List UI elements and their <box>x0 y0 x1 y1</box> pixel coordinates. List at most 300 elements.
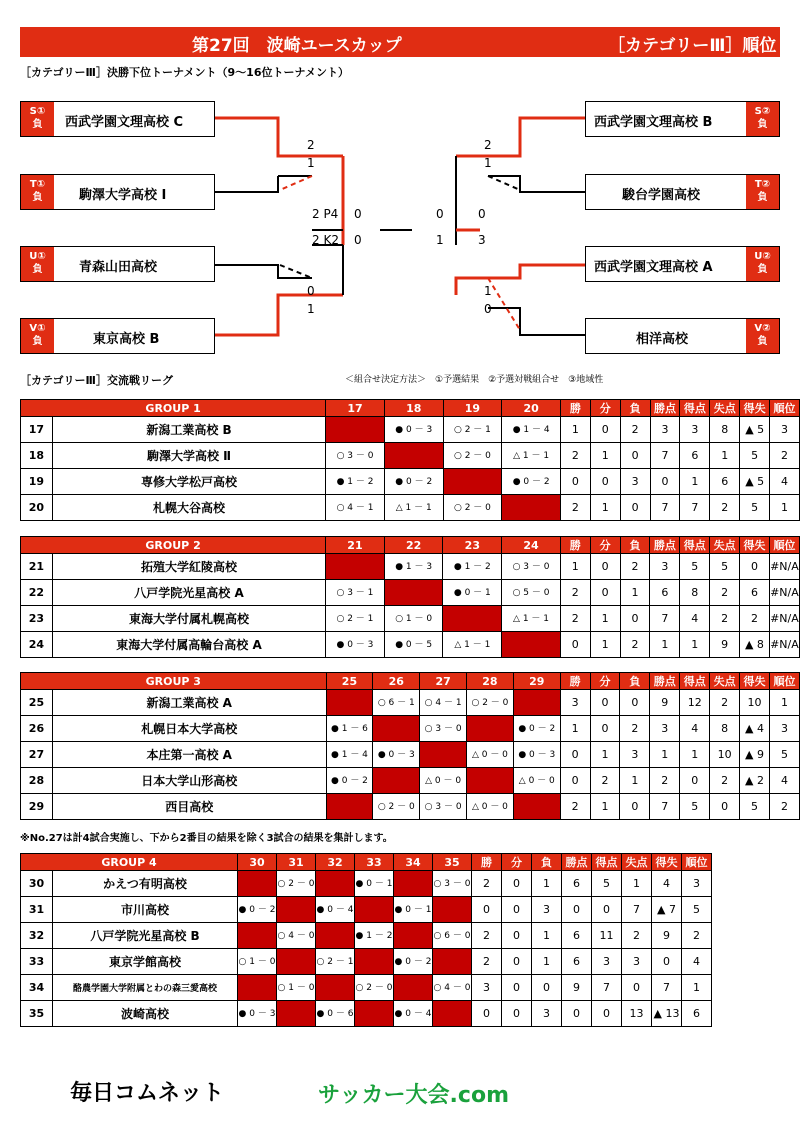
stat-cell: 7 <box>652 975 682 1001</box>
stat-cell: 7 <box>622 897 652 923</box>
match-cell: ● 0 － 3 <box>238 1001 277 1027</box>
team-no: 35 <box>21 1001 53 1027</box>
stat-cell: 0 <box>562 1001 592 1027</box>
stat-cell: 2 <box>472 871 502 897</box>
table-row <box>21 495 800 521</box>
match-cell: ○ 4 － 0 <box>433 975 472 1001</box>
team-name: かえつ有明高校 <box>53 871 238 897</box>
bracket-score: 0 <box>354 207 362 221</box>
stat-header: 順位 <box>770 400 800 417</box>
stat-header: 失点 <box>710 673 740 690</box>
match-cell: ● 0 － 4 <box>394 1001 433 1027</box>
match-cell: ● 1 － 4 <box>502 417 561 443</box>
bracket-team-u2: 西武学園文理高校 A U② 負 <box>585 246 780 282</box>
stat-cell: 7 <box>680 495 710 521</box>
stat-cell: 0 <box>620 690 650 716</box>
team-no: 24 <box>21 632 53 658</box>
team-no: 27 <box>21 742 53 768</box>
match-cell <box>238 871 277 897</box>
bracket-score: 0 <box>436 207 444 221</box>
team-no: 34 <box>21 975 53 1001</box>
stat-cell: 1 <box>560 417 590 443</box>
table-row <box>21 1001 712 1027</box>
bracket-score: 1 <box>484 156 492 170</box>
table-row <box>21 871 712 897</box>
match-cell: ○ 1 － 0 <box>384 606 443 632</box>
stat-header: 失点 <box>622 854 652 871</box>
match-cell: △ 1 － 1 <box>443 632 502 658</box>
stat-cell: ▲ 9 <box>740 742 770 768</box>
match-cell: △ 1 － 1 <box>384 495 443 521</box>
stat-cell: 9 <box>650 690 680 716</box>
stat-cell: 0 <box>622 975 652 1001</box>
team-name: 西目高校 <box>52 794 326 820</box>
table-row <box>21 554 800 580</box>
stat-cell: 0 <box>472 897 502 923</box>
match-cell: ● 0 － 1 <box>443 580 502 606</box>
team-name: 八戸学院光星高校 A <box>52 580 325 606</box>
stat-cell: 0 <box>560 632 590 658</box>
match-cell <box>316 871 355 897</box>
match-cell <box>394 871 433 897</box>
table-row <box>21 443 800 469</box>
group-col-header: 21 <box>326 537 385 554</box>
stat-header: 勝 <box>560 673 590 690</box>
team-name: 東海大学付属札幌高校 <box>52 606 325 632</box>
stat-header: 勝 <box>472 854 502 871</box>
stat-cell: 0 <box>502 923 532 949</box>
bracket-score: 1 <box>307 302 315 316</box>
stat-cell: 7 <box>650 495 680 521</box>
match-cell: ○ 2 － 0 <box>355 975 394 1001</box>
stat-cell: 5 <box>740 443 770 469</box>
stat-cell: 2 <box>650 768 680 794</box>
match-cell: ○ 3 － 0 <box>433 871 472 897</box>
match-cell <box>467 768 514 794</box>
stat-header: 得失 <box>740 537 770 554</box>
stat-cell: 1 <box>680 632 710 658</box>
table-row <box>21 923 712 949</box>
group-col-header: 24 <box>502 537 561 554</box>
team-name: 新潟工業高校 B <box>52 417 325 443</box>
stat-cell: 10 <box>740 690 770 716</box>
stat-cell: 1 <box>560 716 590 742</box>
stat-cell: 0 <box>590 690 620 716</box>
stat-cell: 6 <box>562 949 592 975</box>
team-name: 札幌大谷高校 <box>52 495 325 521</box>
stat-cell: 2 <box>620 417 650 443</box>
stat-cell: 1 <box>769 690 799 716</box>
stat-header: 得点 <box>680 673 710 690</box>
group-col-header: 31 <box>277 854 316 871</box>
match-cell: ● 1 － 2 <box>443 554 502 580</box>
table-row <box>21 417 800 443</box>
match-cell: ○ 6 － 1 <box>373 690 420 716</box>
bracket-score: 1 <box>436 233 444 247</box>
stat-cell: 6 <box>740 580 770 606</box>
stat-cell: 7 <box>650 794 680 820</box>
stat-cell: 8 <box>710 417 740 443</box>
stat-cell: 5 <box>682 897 712 923</box>
table-row <box>21 742 800 768</box>
stat-cell: 3 <box>532 1001 562 1027</box>
group-col-header: 29 <box>513 673 560 690</box>
stat-cell: 7 <box>592 975 622 1001</box>
match-cell <box>502 632 561 658</box>
match-cell: ● 1 － 6 <box>326 716 373 742</box>
stat-cell: 4 <box>682 949 712 975</box>
stat-cell: 3 <box>620 469 650 495</box>
stat-cell: 3 <box>532 897 562 923</box>
page-title: 第27回 波崎ユースカップ <box>192 36 402 56</box>
team-no: 28 <box>21 768 53 794</box>
match-cell: ○ 2 － 0 <box>373 794 420 820</box>
stat-header: 得失 <box>740 400 770 417</box>
bracket-team-s2: 西武学園文理高校 B S② 負 <box>585 101 780 137</box>
stat-header: 勝 <box>560 400 590 417</box>
stat-cell: 1 <box>532 871 562 897</box>
bracket-score: 0 <box>354 233 362 247</box>
stat-cell: 4 <box>652 871 682 897</box>
match-cell <box>394 975 433 1001</box>
stat-cell: 1 <box>770 495 800 521</box>
team-name: 東海大学付属高輪台高校 A <box>52 632 325 658</box>
team-no: 23 <box>21 606 53 632</box>
group-name: GROUP 4 <box>21 854 238 871</box>
stat-cell: 11 <box>592 923 622 949</box>
bracket-score: 2 P4 <box>312 207 339 221</box>
stat-cell: 9 <box>710 632 740 658</box>
match-cell: ● 0 － 2 <box>238 897 277 923</box>
stat-cell: 3 <box>650 554 680 580</box>
team-no: 31 <box>21 897 53 923</box>
match-cell <box>433 1001 472 1027</box>
stat-header: 負 <box>620 673 650 690</box>
stat-cell: 0 <box>590 417 620 443</box>
stat-cell: 0 <box>620 606 650 632</box>
match-cell: ○ 3 － 0 <box>420 794 467 820</box>
group-col-header: 20 <box>502 400 561 417</box>
table-row <box>21 580 800 606</box>
match-cell: ○ 5 － 0 <box>502 580 561 606</box>
stat-cell: ▲ 5 <box>740 469 770 495</box>
category-title: ［カテゴリーⅢ］順位戦 <box>608 36 777 81</box>
team-name: 本庄第一高校 A <box>52 742 326 768</box>
match-cell <box>433 949 472 975</box>
stat-cell: 3 <box>650 417 680 443</box>
stat-cell: 9 <box>562 975 592 1001</box>
stat-cell: 3 <box>680 417 710 443</box>
match-cell <box>238 975 277 1001</box>
stat-cell: 2 <box>710 580 740 606</box>
stat-cell: 4 <box>770 469 800 495</box>
stat-cell: 5 <box>592 871 622 897</box>
stat-cell: ▲ 4 <box>740 716 770 742</box>
stat-cell: 1 <box>590 632 620 658</box>
mainichi-comnet-logo: 毎日コムネット <box>70 1081 225 1106</box>
match-cell: △ 1 － 1 <box>502 606 561 632</box>
stat-cell: 1 <box>590 794 620 820</box>
stat-cell: 2 <box>740 606 770 632</box>
bracket-team-t2: 駿台学園高校 T② 負 <box>585 174 780 210</box>
table-row <box>21 768 800 794</box>
team-name: 八戸学院光星高校 B <box>53 923 238 949</box>
league-table <box>20 399 800 521</box>
match-cell: ● 1 － 2 <box>355 923 394 949</box>
team-no: 32 <box>21 923 53 949</box>
stat-header: 分 <box>502 854 532 871</box>
match-cell: △ 0 － 0 <box>467 742 514 768</box>
match-cell <box>394 923 433 949</box>
team-no: 19 <box>21 469 53 495</box>
stat-cell: 0 <box>560 469 590 495</box>
league-method: ＜組合せ決定方法＞ ①予選結果 ②予選対戦組合せ ③地域性 <box>345 375 604 385</box>
stat-header: 失点 <box>710 537 740 554</box>
stat-header: 失点 <box>710 400 740 417</box>
match-cell <box>433 897 472 923</box>
stat-cell: #N/A <box>769 632 799 658</box>
stat-cell: 1 <box>680 742 710 768</box>
team-name: 市川高校 <box>53 897 238 923</box>
group-col-header: 22 <box>384 537 443 554</box>
stat-cell: 8 <box>710 716 740 742</box>
stat-cell: 2 <box>682 923 712 949</box>
stat-cell: 0 <box>590 554 620 580</box>
match-cell <box>277 897 316 923</box>
stat-cell: 3 <box>560 690 590 716</box>
match-cell: ● 0 － 3 <box>513 742 560 768</box>
stat-cell: 0 <box>620 495 650 521</box>
stat-cell: 0 <box>652 949 682 975</box>
group-col-header: 26 <box>373 673 420 690</box>
stat-cell: 2 <box>590 768 620 794</box>
match-cell <box>420 742 467 768</box>
stat-cell: 3 <box>622 949 652 975</box>
team-no: 20 <box>21 495 53 521</box>
stat-cell: 3 <box>769 716 799 742</box>
note: ※No.27は計4試合実施し、下から2番目の結果を除く3試合の結果を集計します。 <box>20 833 393 844</box>
stat-cell: 3 <box>650 716 680 742</box>
match-cell: ● 0 － 6 <box>316 1001 355 1027</box>
stat-cell: #N/A <box>769 554 799 580</box>
match-cell: ● 0 － 1 <box>394 897 433 923</box>
league-table <box>20 853 712 1027</box>
stat-cell: 1 <box>682 975 712 1001</box>
stat-cell: 0 <box>532 975 562 1001</box>
stat-cell: ▲ 5 <box>740 417 770 443</box>
stat-header: 順位 <box>769 673 799 690</box>
match-cell: ● 0 － 2 <box>502 469 561 495</box>
stat-header: 分 <box>590 673 620 690</box>
stat-cell: 0 <box>560 768 590 794</box>
stat-cell: #N/A <box>769 606 799 632</box>
stat-header: 順位 <box>682 854 712 871</box>
stat-cell: 6 <box>562 923 592 949</box>
match-cell: ● 0 － 5 <box>384 632 443 658</box>
table-row <box>21 897 712 923</box>
stat-cell: 1 <box>560 554 590 580</box>
match-cell <box>277 949 316 975</box>
team-no: 29 <box>21 794 53 820</box>
stat-cell: 13 <box>622 1001 652 1027</box>
stat-cell: 1 <box>532 923 562 949</box>
stat-cell: 5 <box>680 554 710 580</box>
league-table <box>20 672 800 820</box>
group-name: GROUP 2 <box>21 537 326 554</box>
stat-header: 分 <box>590 537 620 554</box>
group-col-header: 18 <box>384 400 443 417</box>
match-cell <box>326 794 373 820</box>
stat-header: 負 <box>532 854 562 871</box>
stat-cell: 2 <box>472 923 502 949</box>
group-name: GROUP 3 <box>21 673 327 690</box>
stat-header: 勝点 <box>562 854 592 871</box>
stat-cell: 0 <box>620 794 650 820</box>
match-cell <box>355 1001 394 1027</box>
team-no: 18 <box>21 443 53 469</box>
match-cell: ● 0 － 2 <box>384 469 443 495</box>
stat-cell: 3 <box>682 871 712 897</box>
stat-cell: 0 <box>560 742 590 768</box>
match-cell: ○ 1 － 0 <box>277 975 316 1001</box>
match-cell <box>384 443 443 469</box>
match-cell: ○ 2 － 0 <box>467 690 514 716</box>
match-cell <box>443 469 502 495</box>
bracket-team-u1: U① 負 青森山田高校 <box>20 246 215 282</box>
stat-cell: 0 <box>502 949 532 975</box>
stat-cell: 0 <box>592 897 622 923</box>
match-cell: ● 0 － 2 <box>513 716 560 742</box>
group-col-header: 34 <box>394 854 433 871</box>
match-cell: ○ 3 － 0 <box>502 554 561 580</box>
stat-cell: 2 <box>710 768 740 794</box>
match-cell: ● 0 － 3 <box>373 742 420 768</box>
stat-header: 勝 <box>560 537 590 554</box>
stat-cell: 2 <box>560 794 590 820</box>
stat-cell: 0 <box>710 794 740 820</box>
bracket-score: 1 <box>484 284 492 298</box>
match-cell <box>316 975 355 1001</box>
stat-cell: 0 <box>502 871 532 897</box>
bracket-team-v1: V① 負 東京高校 B <box>20 318 215 354</box>
stat-cell: 0 <box>502 897 532 923</box>
group-col-header: 30 <box>238 854 277 871</box>
match-cell <box>238 923 277 949</box>
team-name: 酪農学園大学附属とわの森三愛高校 <box>53 975 238 1001</box>
match-cell: ● 0 － 2 <box>326 768 373 794</box>
stat-cell: 6 <box>680 443 710 469</box>
stat-cell: 3 <box>770 417 800 443</box>
bracket-score: 2 <box>307 138 315 152</box>
league-label: ［カテゴリーⅢ］交流戦リーグ <box>20 374 173 387</box>
table-row <box>21 632 800 658</box>
match-cell <box>513 690 560 716</box>
match-cell: △ 0 － 0 <box>513 768 560 794</box>
match-cell: ● 1 － 3 <box>384 554 443 580</box>
team-name: 拓殖大学紅陵高校 <box>52 554 325 580</box>
stat-cell: ▲ 2 <box>740 768 770 794</box>
stat-cell: 0 <box>590 716 620 742</box>
match-cell: ○ 3 － 1 <box>326 580 385 606</box>
match-cell: ○ 2 － 1 <box>443 417 502 443</box>
stat-cell: 5 <box>680 794 710 820</box>
match-cell: ○ 2 － 0 <box>277 871 316 897</box>
team-no: 22 <box>21 580 53 606</box>
stat-cell: 12 <box>680 690 710 716</box>
stat-cell: 0 <box>472 1001 502 1027</box>
team-no: 33 <box>21 949 53 975</box>
team-no: 30 <box>21 871 53 897</box>
match-cell <box>326 554 385 580</box>
bracket-score: 0 <box>484 302 492 316</box>
group-col-header: 27 <box>420 673 467 690</box>
team-name: 波崎高校 <box>53 1001 238 1027</box>
group-col-header: 23 <box>443 537 502 554</box>
table-row <box>21 469 800 495</box>
stat-cell: 2 <box>472 949 502 975</box>
match-cell: ● 0 － 3 <box>326 632 385 658</box>
bracket-score: 3 <box>478 233 486 247</box>
match-cell <box>373 716 420 742</box>
stat-cell: 2 <box>560 606 590 632</box>
stat-cell: 0 <box>562 897 592 923</box>
stat-cell: 1 <box>620 580 650 606</box>
group-col-header: 19 <box>443 400 502 417</box>
match-cell: ○ 1 － 0 <box>238 949 277 975</box>
stat-cell: 2 <box>622 923 652 949</box>
match-cell <box>326 690 373 716</box>
stat-cell: 0 <box>502 1001 532 1027</box>
match-cell <box>326 417 385 443</box>
stat-cell: 7 <box>650 443 680 469</box>
match-cell: △ 1 － 1 <box>502 443 561 469</box>
stat-cell: ▲ 7 <box>652 897 682 923</box>
stat-header: 得失 <box>652 854 682 871</box>
stat-cell: 2 <box>710 606 740 632</box>
group-col-header: 25 <box>326 673 373 690</box>
stat-cell: 1 <box>620 768 650 794</box>
soccer-taikai-logo: サッカー大会.com <box>318 1083 509 1108</box>
bracket-score: 0 <box>307 284 315 298</box>
stat-cell: 0 <box>590 580 620 606</box>
stat-cell: 1 <box>590 495 620 521</box>
match-cell <box>355 897 394 923</box>
stat-cell: 3 <box>472 975 502 1001</box>
stat-cell: 0 <box>592 1001 622 1027</box>
stat-cell: 0 <box>680 768 710 794</box>
table-row <box>21 794 800 820</box>
match-cell <box>513 794 560 820</box>
match-cell <box>502 495 561 521</box>
stat-cell: 6 <box>710 469 740 495</box>
match-cell <box>443 606 502 632</box>
stat-cell: #N/A <box>769 580 799 606</box>
stat-cell: 0 <box>650 469 680 495</box>
bracket-score: 0 <box>478 207 486 221</box>
stat-cell: 10 <box>710 742 740 768</box>
team-name: 専修大学松戸高校 <box>52 469 325 495</box>
stat-cell: 1 <box>590 443 620 469</box>
group-name: GROUP 1 <box>21 400 326 417</box>
stat-cell: 1 <box>532 949 562 975</box>
match-cell <box>277 1001 316 1027</box>
match-cell: △ 0 － 0 <box>467 794 514 820</box>
stat-cell: 2 <box>620 632 650 658</box>
stat-cell: 2 <box>710 495 740 521</box>
match-cell: ● 0 － 1 <box>355 871 394 897</box>
team-no: 21 <box>21 554 53 580</box>
match-cell: ○ 4 － 0 <box>277 923 316 949</box>
